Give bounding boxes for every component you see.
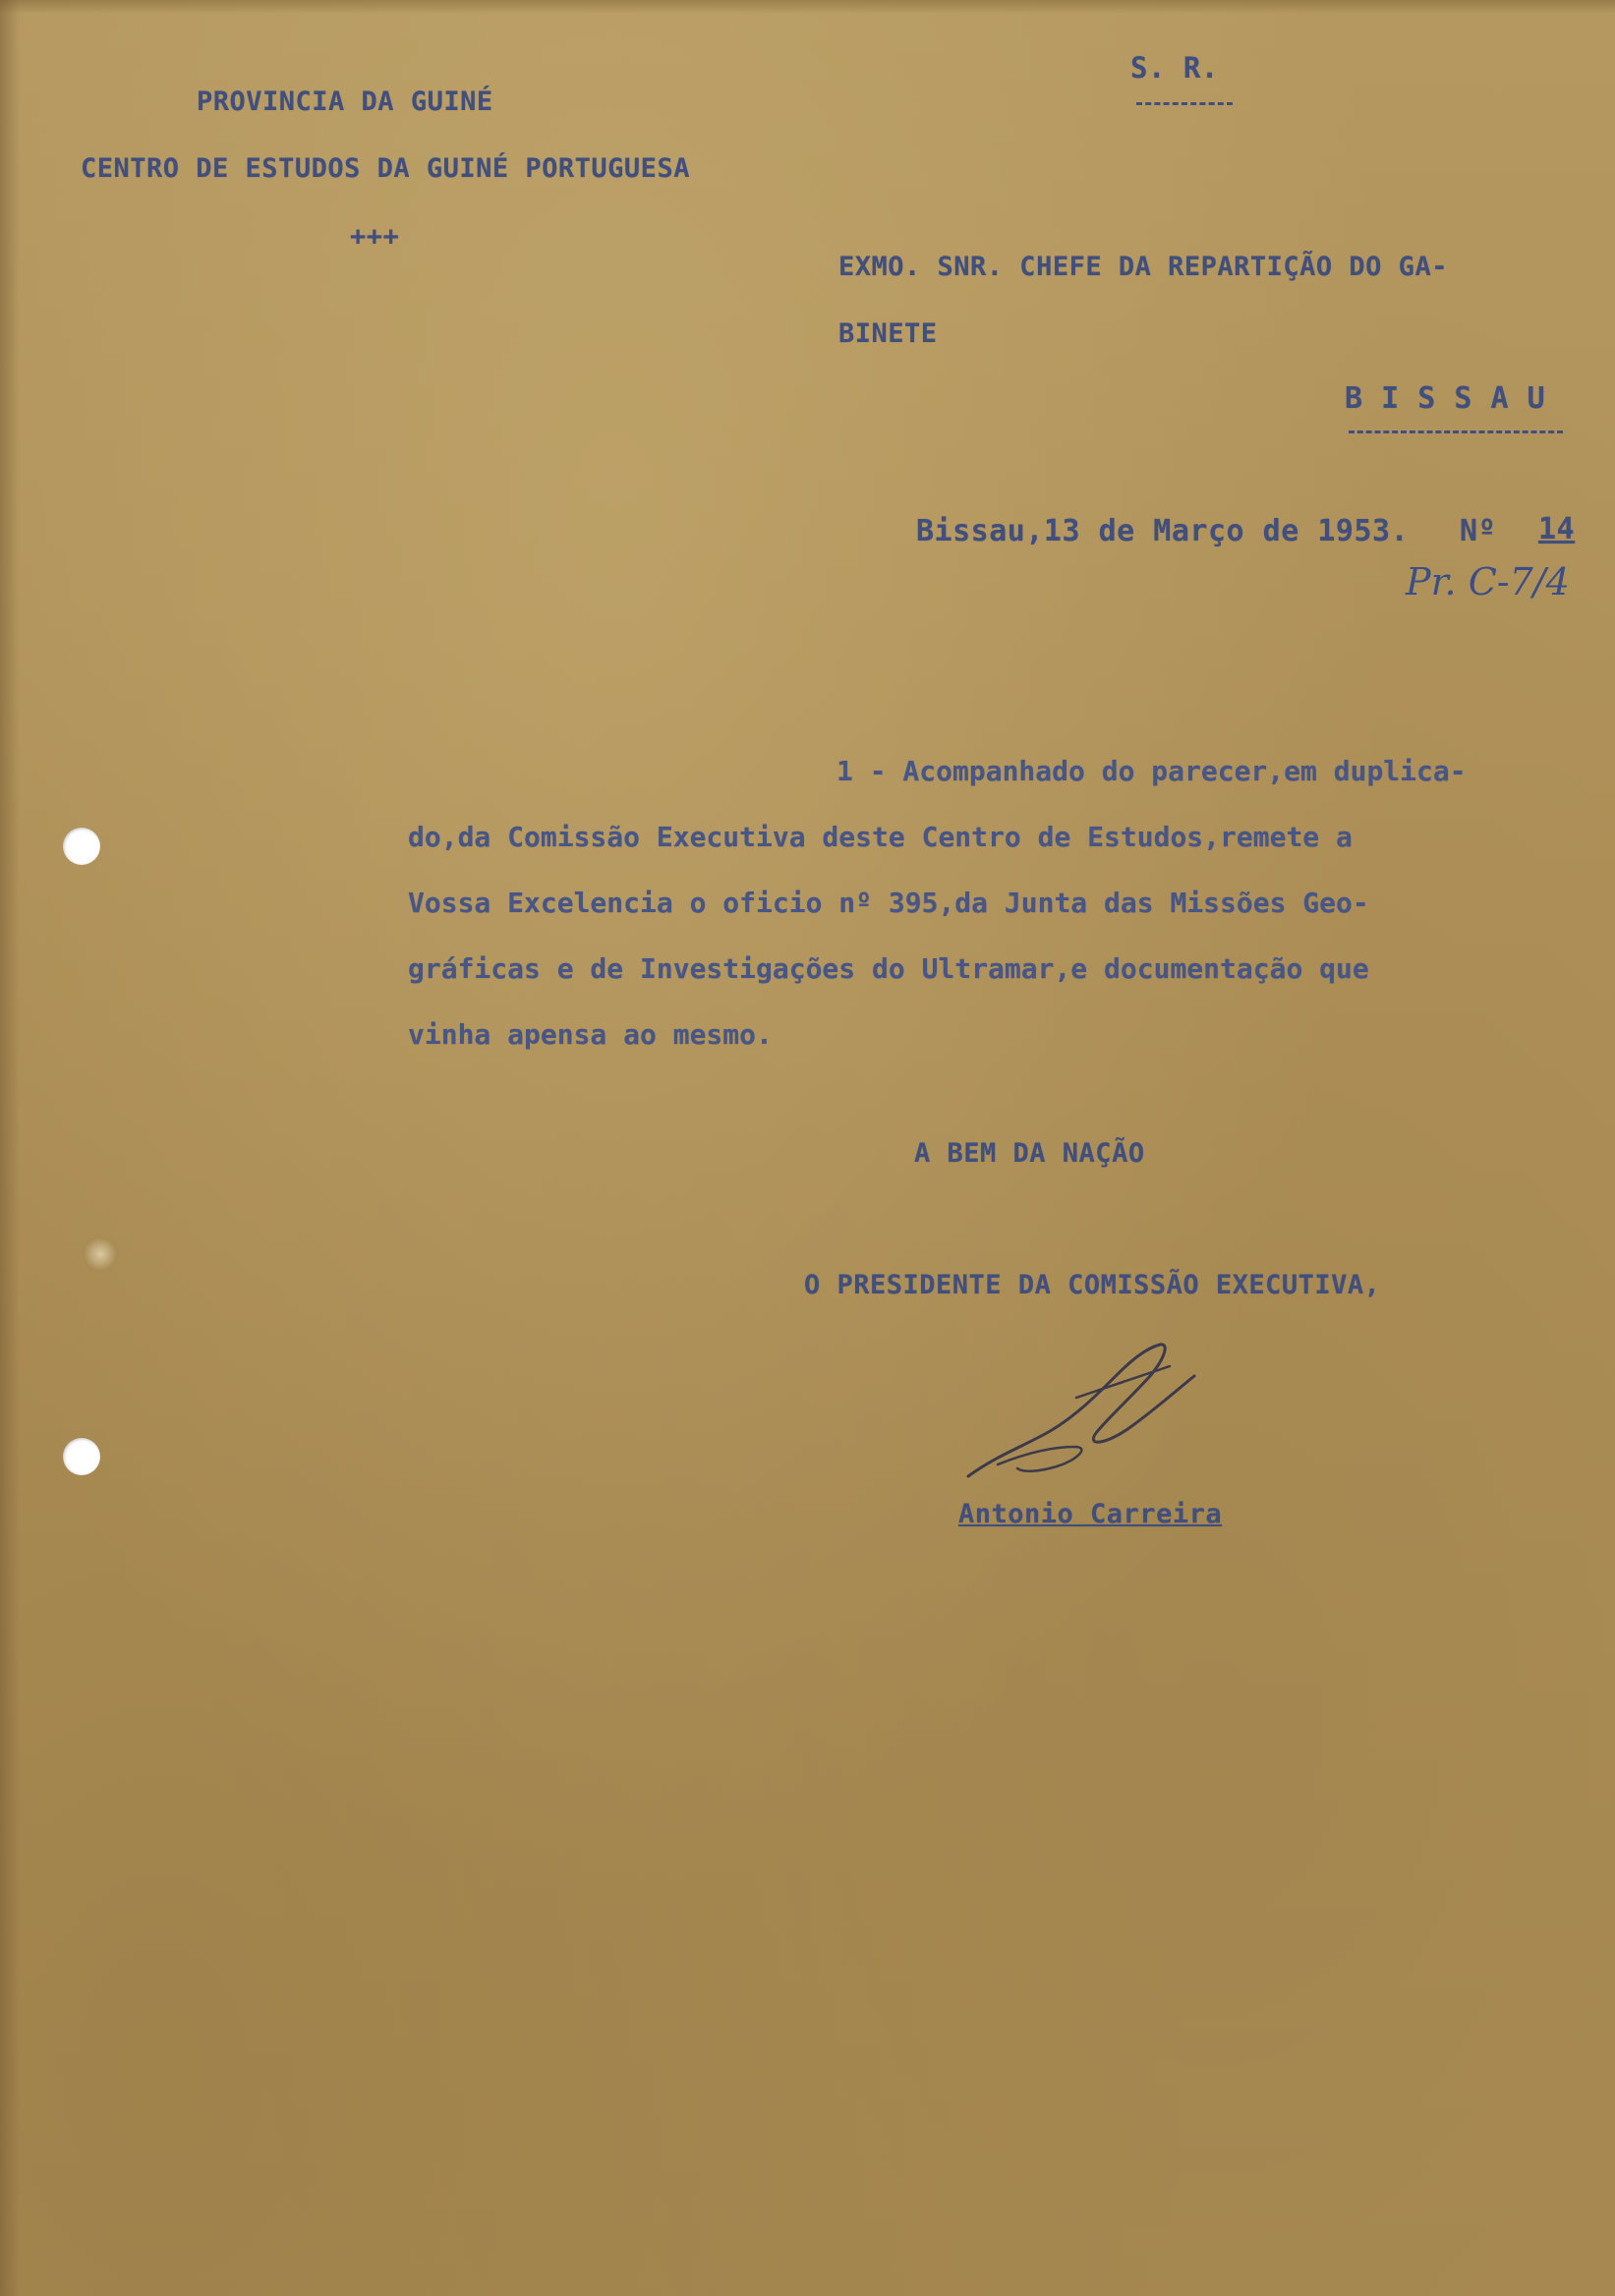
punch-dent-middle <box>81 1234 120 1274</box>
recipient-city: B I S S A U <box>1345 381 1546 416</box>
body-line-2: do,da Comissão Executiva deste Centro de Estudos,remete a <box>408 821 1353 853</box>
reference-number: 14 <box>1538 512 1576 546</box>
reference-number-label: Nº <box>1460 514 1497 548</box>
body-line-1: 1 - Acompanhado do parecer,em duplica- <box>836 755 1467 787</box>
paper-edge-shadow <box>0 0 20 2296</box>
heading-separator: +++ <box>350 221 400 252</box>
punch-hole-upper <box>63 828 100 865</box>
recipient-line-2: BINETE <box>838 318 938 349</box>
punch-hole-lower <box>63 1438 100 1475</box>
signatory-name: Antonio Carreira <box>958 1499 1223 1529</box>
recipient-city-underline <box>1349 430 1563 433</box>
closing-salutation: A BEM DA NAÇÃO <box>914 1138 1145 1169</box>
handwritten-process-reference: Pr. C-7/4 <box>1406 560 1570 603</box>
body-line-3: Vossa Excelencia o oficio nº 395,da Junta das Missões Geo- <box>408 887 1369 919</box>
body-line-5: vinha apensa ao mesmo. <box>408 1018 773 1051</box>
institution-heading: CENTRO DE ESTUDOS DA GUINÉ PORTUGUESA <box>81 153 690 184</box>
province-heading: PROVINCIA DA GUINÉ <box>197 86 493 117</box>
service-mark: S. R. <box>1130 51 1219 85</box>
body-line-4: gráficas e de Investigações do Ultramar,e documentação que <box>408 952 1369 985</box>
signatory-title: O PRESIDENTE DA COMISSÃO EXECUTIVA, <box>804 1270 1381 1300</box>
letter-body <box>408 738 1568 1067</box>
paper-edge-shadow-top <box>0 0 1615 14</box>
recipient-line-1: EXMO. SNR. CHEFE DA REPARTIÇÃO DO GA- <box>838 252 1448 282</box>
service-mark-underline <box>1136 102 1233 105</box>
letter-date: Bissau,13 de Março de 1953. <box>916 514 1410 548</box>
handwritten-signature <box>958 1337 1224 1484</box>
